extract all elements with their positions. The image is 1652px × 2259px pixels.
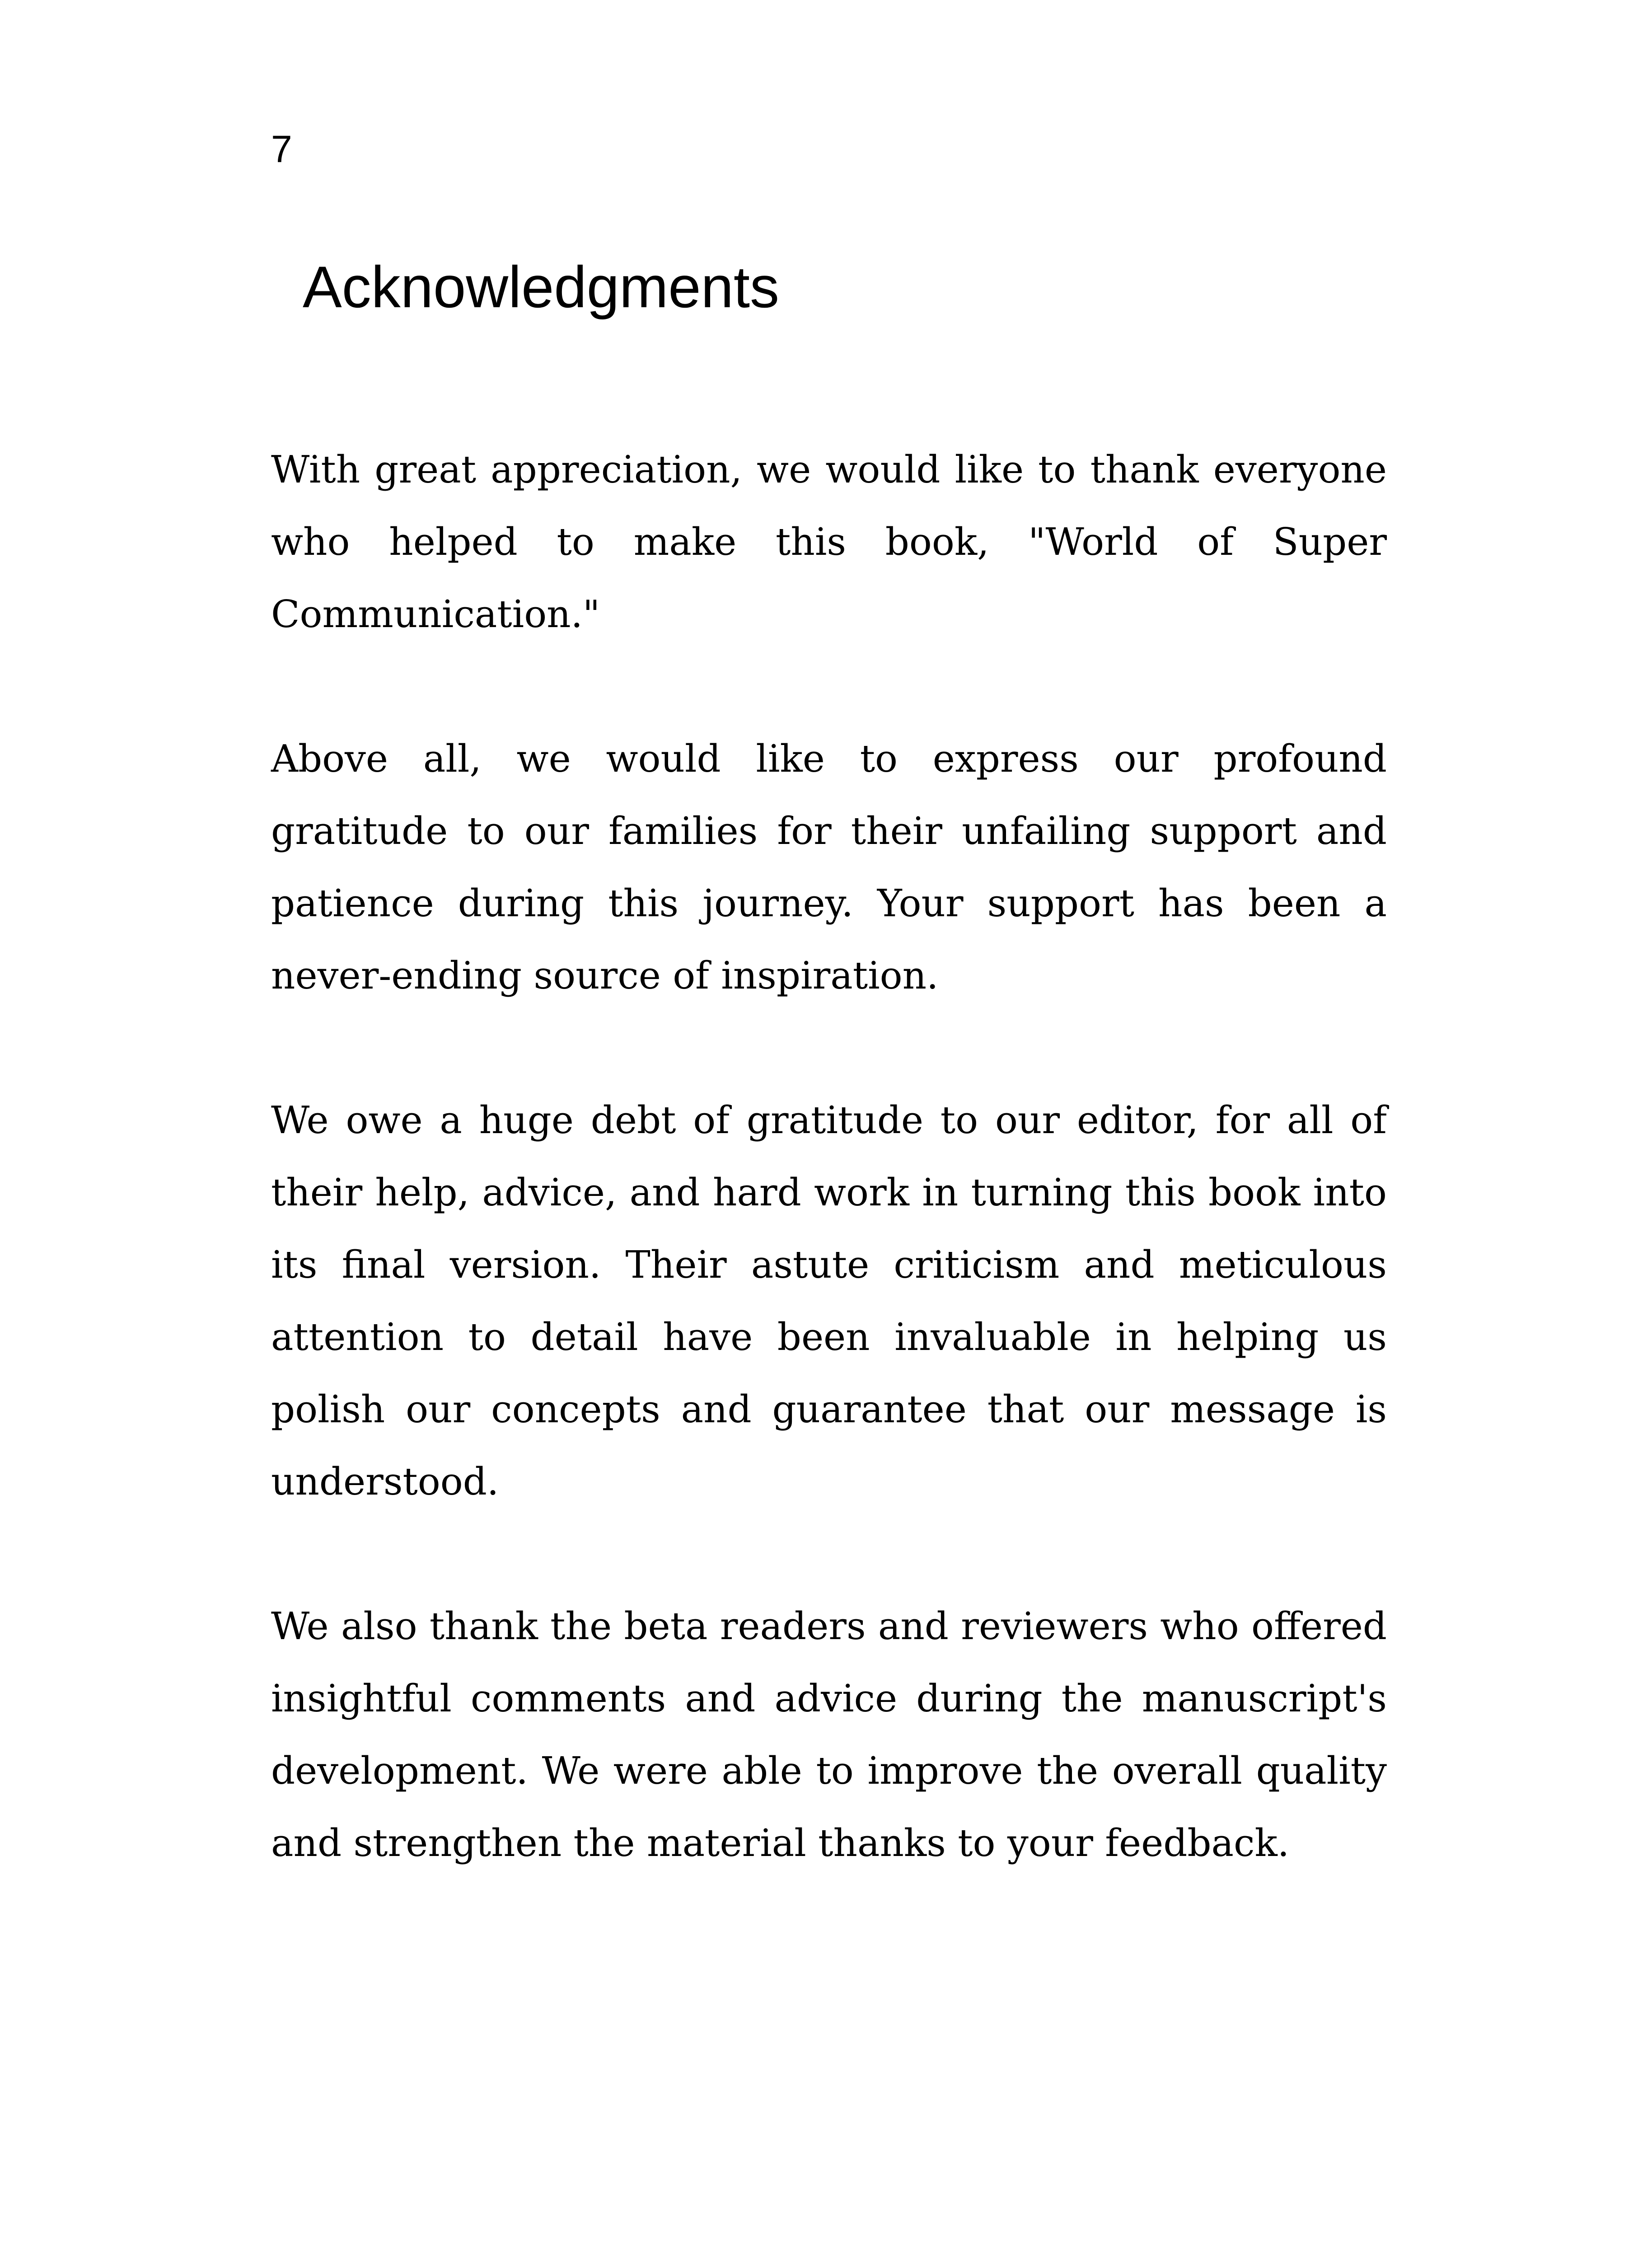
body-text [271,434,1387,1952]
paragraph-2: Above all, we would like to express our profound gratitude to our families for their unfailing support and patience during this journey. Your support has been a never-ending source of inspiration. [271,737,1387,998]
page-title: Acknowledgments [303,254,779,320]
paragraph-4: We also thank the beta readers and reviewers who offered insightful comments and advice during the manuscript's development. We were able to improve the overall quality and strengthen the material thanks to your feedback. [271,1604,1387,1865]
page-number: 7 [271,128,292,170]
paragraph-1: With great appreciation, we would like to thank everyone who helped to make this book, "World of Super Communication." [271,448,1387,636]
paragraph-3: We owe a huge debt of gratitude to our editor, for all of their help, advice, and hard work in turning this book into its final version. Their astute criticism and meticulous attention to detail have been invaluable in helping us polish our concepts and guarantee that our message is understood. [271,1098,1387,1504]
